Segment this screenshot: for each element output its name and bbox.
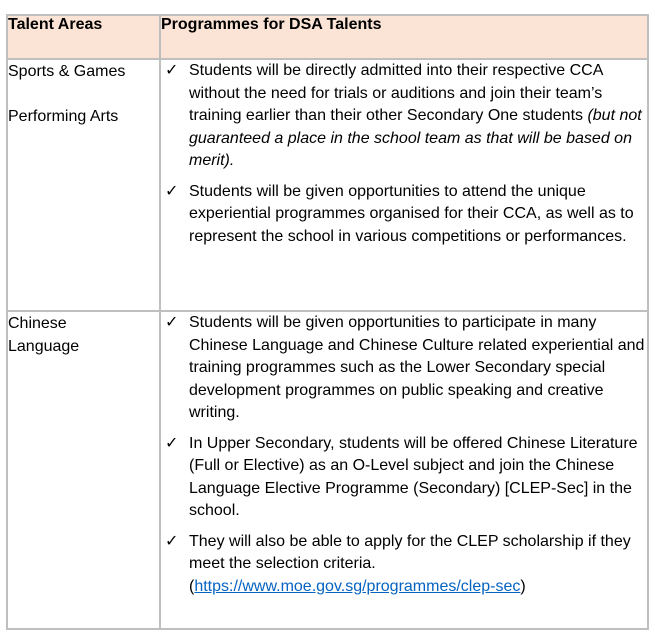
- programme-text: In Upper Secondary, students will be offered Chinese Literature (Full or Elective) as an O-Level subject and join the Chinese Language Elective Programme (Secondary) [CLEP-Sec] in the school.: [189, 434, 638, 519]
- clep-sec-link[interactable]: https://www.moe.gov.sg/programmes/clep-sec: [194, 577, 521, 595]
- programme-text: Students will be given opportunities to participate in many Chinese Language and Chinese Culture related experiential and training programmes such as the Lower Secondary special development programmes on public speaking and creative writing.: [189, 314, 645, 421]
- check-mark-icon: ✓: [165, 434, 179, 452]
- header-talent-areas: Talent Areas: [7, 15, 160, 59]
- check-mark-icon: ✓: [165, 532, 179, 550]
- list-item: [161, 312, 647, 425]
- programme-list: [161, 60, 647, 248]
- talent-area-label: Sports & Games: [8, 63, 126, 80]
- programme-text: Students will be directly admitted into their respective CCA without the need for trials or auditions and join their team’s training earlier than their other Secondary One students: [189, 62, 603, 124]
- talent-area-cell: [7, 311, 160, 629]
- programme-list: [161, 312, 647, 598]
- list-item: [161, 181, 647, 249]
- check-mark-icon: ✓: [165, 314, 179, 331]
- header-programmes: Programmes for DSA Talents: [160, 15, 648, 59]
- list-item: [161, 433, 647, 523]
- list-item: [161, 60, 647, 173]
- header-row: [7, 15, 648, 59]
- programme-text: They will also be able to apply for the CLEP scholarship if they meet the selection criteria.: [189, 532, 631, 572]
- programme-note: (but not guaranteed a place in the school team as that will be based on merit).: [189, 107, 642, 169]
- link-paren-open: (: [189, 577, 195, 595]
- check-mark-icon: ✓: [165, 182, 179, 200]
- talent-area-cell: [7, 59, 160, 311]
- link-paren-close: ): [520, 577, 526, 595]
- programmes-cell: [160, 311, 648, 629]
- list-item: [161, 531, 647, 599]
- check-mark-icon: ✓: [165, 62, 179, 79]
- talent-area-label: Chinese Language: [8, 315, 80, 355]
- table-row: [7, 311, 648, 629]
- programmes-cell: [160, 59, 648, 311]
- table-row: [7, 59, 648, 311]
- programme-text: Students will be given opportunities to attend the unique experiential programmes organised for their CCA, as well as to represent the school in various competitions or performances.: [189, 182, 634, 245]
- dsa-talent-table: [6, 14, 649, 630]
- talent-area-label: Performing Arts: [8, 108, 119, 125]
